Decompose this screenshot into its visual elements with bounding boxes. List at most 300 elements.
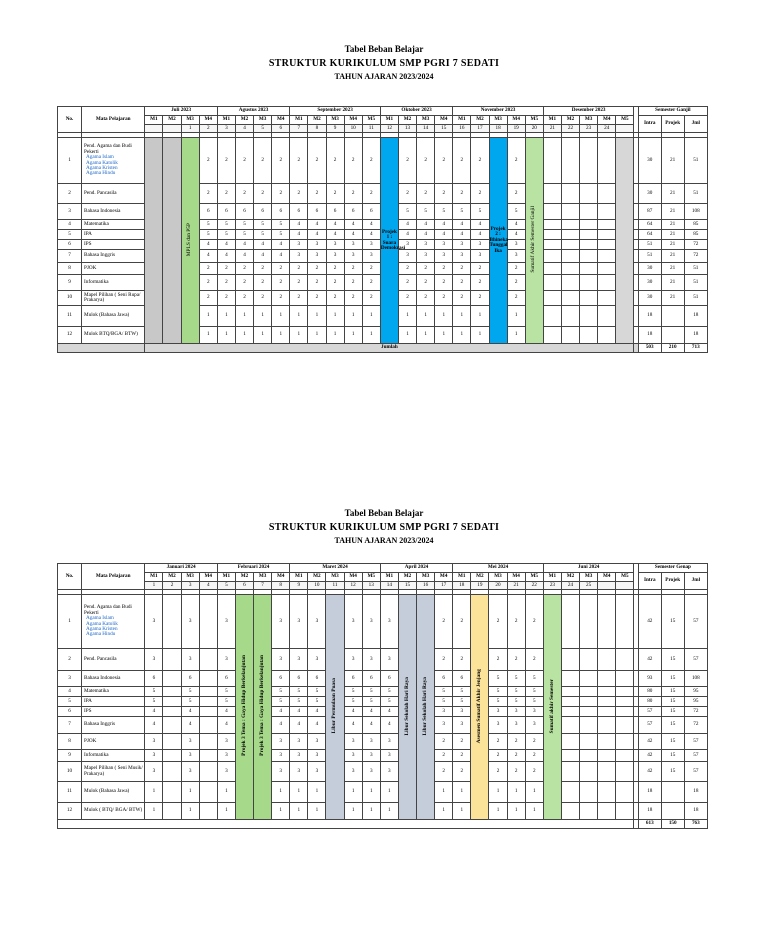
- week-value: 4: [290, 717, 308, 734]
- empty-week-cell: [616, 595, 634, 649]
- week-value: 1: [417, 327, 435, 344]
- week-value: 4: [308, 230, 326, 240]
- week-value: 3: [272, 595, 290, 649]
- total-row: [58, 820, 708, 829]
- libur_ramadan-band: [326, 595, 344, 820]
- week-value: 1: [362, 306, 380, 327]
- week-value: 2: [453, 184, 471, 204]
- projek-value: 21: [661, 263, 684, 275]
- intra-value: 51: [638, 250, 661, 263]
- week-value: 3: [308, 649, 326, 671]
- week-number: 4: [199, 582, 217, 590]
- week-label: M2: [235, 573, 253, 582]
- projek-value: 21: [661, 138, 684, 184]
- week-value: 4: [326, 230, 344, 240]
- week-value: 4: [290, 230, 308, 240]
- week-value: 3: [380, 734, 398, 750]
- week-value: 3: [507, 717, 525, 734]
- week-value: 3: [290, 595, 308, 649]
- week-value: 3: [398, 240, 416, 250]
- week-number: 19: [471, 582, 489, 590]
- week-value: 5: [380, 687, 398, 697]
- table-row: [58, 649, 708, 671]
- subject-name: [82, 230, 145, 240]
- sumatif-band: [543, 595, 561, 820]
- week-label: M3: [254, 573, 272, 582]
- empty-week-cell: [199, 762, 217, 782]
- subject-name-text: Bahasa Indonesia: [84, 207, 121, 214]
- week-number: 20: [525, 125, 543, 133]
- jml-value: 51: [684, 275, 707, 291]
- intra-value: 30: [638, 138, 661, 184]
- week-value: 1: [254, 327, 272, 344]
- week-value: 2: [254, 275, 272, 291]
- projek-value: [661, 803, 684, 820]
- week-value: 1: [199, 327, 217, 344]
- week-value: 3: [398, 250, 416, 263]
- empty-week-cell: [616, 671, 634, 687]
- subject-number: 7: [58, 717, 82, 734]
- projek-value: 15: [661, 649, 684, 671]
- week-value: 2: [417, 184, 435, 204]
- subject-name: [82, 275, 145, 291]
- empty-week-cell: [598, 649, 616, 671]
- month-header: Januari 2024: [145, 564, 217, 573]
- week-value: 4: [507, 220, 525, 230]
- week-value: 1: [362, 803, 380, 820]
- week-value: 2: [471, 138, 489, 184]
- week-value: 3: [362, 250, 380, 263]
- subject-name: [82, 782, 145, 803]
- week-value: 2: [489, 734, 507, 750]
- week-value: 1: [272, 803, 290, 820]
- week-label: M1: [380, 116, 398, 125]
- week-value: 2: [435, 734, 453, 750]
- intra-value: 57: [638, 707, 661, 717]
- week-label: M4: [435, 116, 453, 125]
- week-value: 6: [344, 671, 362, 687]
- subject-name-text: Bahasa Indonesia: [84, 674, 121, 681]
- week-value: 1: [525, 803, 543, 820]
- religion-option: Agama Islam: [86, 154, 114, 161]
- week-value: 2: [507, 734, 525, 750]
- week-number: 13: [362, 582, 380, 590]
- week-value: 4: [199, 250, 217, 263]
- week-number: 10: [344, 125, 362, 133]
- empty-week-cell: [616, 734, 634, 750]
- week-value: 5: [344, 687, 362, 697]
- week-label: M2: [235, 116, 253, 125]
- week-value: 3: [290, 240, 308, 250]
- week-number: 12: [344, 582, 362, 590]
- semester-header: Semester Genap: [638, 564, 707, 573]
- column-mapel-header: Mata Pelajaran: [82, 564, 145, 590]
- week-value: 2: [235, 184, 253, 204]
- intra-value: 18: [638, 327, 661, 344]
- empty-week-cell: [598, 240, 616, 250]
- libur_ramadan-band-label: Libur Permulaan Puasa: [331, 678, 338, 734]
- projek-value: 21: [661, 291, 684, 306]
- week-value: 4: [380, 707, 398, 717]
- column-no-header: No.: [58, 564, 82, 590]
- week-value: 2: [453, 291, 471, 306]
- week-label: M1: [217, 573, 235, 582]
- week-number: 9: [326, 125, 344, 133]
- table-row: [58, 595, 708, 649]
- subject-number: 7: [58, 250, 82, 263]
- week-value: 4: [362, 220, 380, 230]
- table-row: [58, 750, 708, 762]
- subject-name: [82, 750, 145, 762]
- subject-name-text: IPS: [84, 240, 92, 247]
- total-value: 210: [661, 344, 684, 353]
- week-value: 5: [507, 204, 525, 220]
- week-label: M4: [598, 116, 616, 125]
- week-value: 3: [453, 250, 471, 263]
- week-value: 2: [525, 750, 543, 762]
- week-value: 1: [435, 306, 453, 327]
- intra-value: 42: [638, 750, 661, 762]
- week-value: 2: [435, 184, 453, 204]
- week-number: 3: [217, 125, 235, 133]
- week-number-row: [58, 125, 708, 133]
- week-value: 1: [489, 803, 507, 820]
- week-value: 4: [254, 240, 272, 250]
- week-value: 1: [290, 782, 308, 803]
- week-value: 5: [235, 230, 253, 240]
- month-header-row: [58, 564, 708, 573]
- week-number: 10: [308, 582, 326, 590]
- week-value: 2: [489, 595, 507, 649]
- week-label: M3: [489, 116, 507, 125]
- intra-value: 42: [638, 734, 661, 750]
- week-number: 16: [417, 582, 435, 590]
- libur_hari_raya1-band-label: Libur Sekolah Hari Raya: [403, 676, 410, 735]
- week-value: 2: [254, 138, 272, 184]
- week-value: 3: [290, 750, 308, 762]
- empty-week-cell: [598, 595, 616, 649]
- week-header-row: [58, 116, 708, 125]
- empty-week-cell: [580, 184, 598, 204]
- week-value: 3: [181, 734, 199, 750]
- empty-week-cell: [543, 230, 561, 240]
- intra-value: 42: [638, 762, 661, 782]
- week-value: 1: [380, 803, 398, 820]
- week-number: 2: [163, 582, 181, 590]
- week-value: 6: [290, 204, 308, 220]
- jml-value: 18: [684, 327, 707, 344]
- month-header-row: [58, 107, 708, 116]
- week-number: 1: [181, 125, 199, 133]
- empty-week-cell: [561, 230, 579, 240]
- month-header: November 2023: [453, 107, 544, 116]
- jml-value: 95: [684, 687, 707, 697]
- week-value: 2: [507, 263, 525, 275]
- empty-week-cell: [561, 263, 579, 275]
- projek-value: 21: [661, 220, 684, 230]
- week-value: 2: [398, 184, 416, 204]
- empty-week-cell: [199, 707, 217, 717]
- week-label: M1: [290, 573, 308, 582]
- subject-name: [82, 263, 145, 275]
- week-value: 2: [217, 275, 235, 291]
- jml-value: 108: [684, 671, 707, 687]
- week-number: 24: [561, 582, 579, 590]
- subject-name-text: Pend. Pancasila: [84, 655, 117, 662]
- week-number: 22: [561, 125, 579, 133]
- week-value: 1: [398, 306, 416, 327]
- week-value: 3: [380, 750, 398, 762]
- week-value: 3: [380, 649, 398, 671]
- week-value: 1: [344, 306, 362, 327]
- month-header: Juni 2024: [543, 564, 634, 573]
- empty-week-cell: [580, 750, 598, 762]
- week-label: M2: [561, 116, 579, 125]
- week-value: 4: [435, 230, 453, 240]
- empty-week-cell: [561, 204, 579, 220]
- empty-week-cell: [580, 138, 598, 184]
- projek-value: 15: [661, 697, 684, 707]
- week-value: 2: [398, 138, 416, 184]
- week-value: 3: [344, 250, 362, 263]
- projek-value: [661, 782, 684, 803]
- sheet1-year: TAHUN AJARAN 2023/2024: [334, 71, 434, 81]
- week-number: 20: [489, 582, 507, 590]
- week-value: 3: [308, 595, 326, 649]
- asesmen-band-label: Asesmen Sumatif Akhir Jenjang: [476, 668, 483, 743]
- subject-name-text: IPA: [84, 697, 92, 704]
- week-value: 1: [344, 327, 362, 344]
- projek-value: 15: [661, 750, 684, 762]
- subject-name: [82, 649, 145, 671]
- week-value: 2: [453, 762, 471, 782]
- week-value: 2: [199, 263, 217, 275]
- empty-week-cell: [163, 717, 181, 734]
- intra-value: 18: [638, 306, 661, 327]
- empty-week-cell: [598, 220, 616, 230]
- week-value: 3: [217, 649, 235, 671]
- semester-column-header: Jml: [684, 116, 707, 133]
- week-value: 5: [308, 697, 326, 707]
- week-value: 6: [290, 671, 308, 687]
- week-value: 2: [217, 184, 235, 204]
- intra-value: 30: [638, 263, 661, 275]
- week-value: 6: [326, 204, 344, 220]
- empty-week-cell: [580, 306, 598, 327]
- jml-value: 51: [684, 184, 707, 204]
- empty-week-cell: [561, 762, 579, 782]
- week-value: 1: [507, 782, 525, 803]
- month-header: Maret 2024: [290, 564, 381, 573]
- empty-week-cell: [561, 595, 579, 649]
- week-value: 1: [308, 327, 326, 344]
- week-value: 4: [217, 717, 235, 734]
- week-value: 2: [199, 275, 217, 291]
- week-label: M2: [308, 116, 326, 125]
- week-value: 2: [344, 184, 362, 204]
- empty-week-cell: [543, 275, 561, 291]
- month-header: Februari 2024: [217, 564, 289, 573]
- month-header: Mei 2024: [453, 564, 544, 573]
- week-value: 4: [181, 707, 199, 717]
- week-value: 2: [254, 263, 272, 275]
- week-value: 1: [398, 327, 416, 344]
- week-value: 2: [362, 138, 380, 184]
- empty-week-cell: [598, 687, 616, 697]
- intra-value: 87: [638, 204, 661, 220]
- week-label: M3: [181, 116, 199, 125]
- week-value: 5: [181, 697, 199, 707]
- week-value: 3: [362, 595, 380, 649]
- week-value: 2: [453, 734, 471, 750]
- week-value: 3: [290, 734, 308, 750]
- week-value: 3: [181, 762, 199, 782]
- week-value: 3: [417, 250, 435, 263]
- month-header: Agustus 2023: [217, 107, 289, 116]
- week-label: M2: [471, 573, 489, 582]
- week-number: 23: [580, 125, 598, 133]
- subject-name: [82, 734, 145, 750]
- empty-week-cell: [199, 803, 217, 820]
- jml-value: 57: [684, 750, 707, 762]
- week-value: 4: [308, 220, 326, 230]
- week-value: 2: [435, 138, 453, 184]
- subject-name: [82, 240, 145, 250]
- empty-week-cell: [561, 803, 579, 820]
- week-value: 1: [453, 306, 471, 327]
- week-number: 25: [580, 582, 598, 590]
- intra-value: 30: [638, 184, 661, 204]
- subject-name: [82, 671, 145, 687]
- week-value: 1: [235, 327, 253, 344]
- empty-week-cell: [561, 734, 579, 750]
- week-value: 6: [272, 204, 290, 220]
- week-value: 5: [217, 230, 235, 240]
- week-value: 2: [308, 138, 326, 184]
- subject-name: [82, 717, 145, 734]
- week-value: 4: [344, 707, 362, 717]
- subject-number: 9: [58, 275, 82, 291]
- week-value: 5: [217, 220, 235, 230]
- week-value: 2: [272, 184, 290, 204]
- week-value: 3: [453, 717, 471, 734]
- empty-week-cell: [163, 762, 181, 782]
- empty-week-cell: [598, 275, 616, 291]
- empty-week-cell: [598, 762, 616, 782]
- week-number: 3: [181, 582, 199, 590]
- week-value: 4: [272, 240, 290, 250]
- week-value: 3: [145, 762, 163, 782]
- subject-number: 11: [58, 306, 82, 327]
- week-value: 4: [217, 250, 235, 263]
- week-value: 5: [362, 687, 380, 697]
- empty-week-cell: [580, 263, 598, 275]
- empty-week-cell: [580, 291, 598, 306]
- week-value: 1: [435, 782, 453, 803]
- week-value: 2: [272, 263, 290, 275]
- week-value: 4: [344, 220, 362, 230]
- week-value: 2: [435, 649, 453, 671]
- empty-week-cell: [580, 204, 598, 220]
- subject-number: 5: [58, 697, 82, 707]
- week-value: 3: [290, 762, 308, 782]
- week-value: 2: [272, 291, 290, 306]
- jml-value: 18: [684, 803, 707, 820]
- week-label: M4: [344, 116, 362, 125]
- week-value: 2: [235, 291, 253, 306]
- week-number: 21: [543, 125, 561, 133]
- week-label: M1: [453, 116, 471, 125]
- week-value: 2: [417, 291, 435, 306]
- week-number: 9: [290, 582, 308, 590]
- week-label: M2: [308, 573, 326, 582]
- week-value: 2: [435, 263, 453, 275]
- asesmen-band: [471, 595, 489, 820]
- week-value: 4: [417, 220, 435, 230]
- subject-name-text: Mapel Pilihan ( Seni Rupa/ Prakarya): [84, 291, 141, 303]
- week-value: 3: [181, 595, 199, 649]
- subject-number: 10: [58, 762, 82, 782]
- intra-value: 42: [638, 649, 661, 671]
- empty-week-cell: [163, 750, 181, 762]
- subject-number: 8: [58, 263, 82, 275]
- week-value: 2: [344, 275, 362, 291]
- column-mapel-header: Mata Pelajaran: [82, 107, 145, 133]
- month-header: Juli 2023: [145, 107, 218, 116]
- projek-value: 21: [661, 250, 684, 263]
- week-value: 3: [489, 717, 507, 734]
- subject-name: [82, 184, 145, 204]
- empty-week-cell: [163, 707, 181, 717]
- week-value: 3: [435, 240, 453, 250]
- week-value: 2: [398, 291, 416, 306]
- subject-number: 4: [58, 220, 82, 230]
- empty-week-cell: [580, 327, 598, 344]
- week-value: 1: [308, 803, 326, 820]
- week-value: 5: [417, 204, 435, 220]
- week-number: 18: [453, 582, 471, 590]
- subject-number: 2: [58, 184, 82, 204]
- total-label: Jumlah: [145, 344, 634, 353]
- jml-value: 85: [684, 230, 707, 240]
- table-row: [58, 138, 708, 184]
- empty-week-cell: [598, 717, 616, 734]
- sheet1-title: Tabel Beban Belajar: [344, 44, 424, 54]
- week-label: M2: [163, 573, 181, 582]
- projek3a-band: [235, 595, 253, 820]
- week-label: M1: [145, 573, 163, 582]
- week-value: 5: [145, 697, 163, 707]
- empty-week-cell: [580, 803, 598, 820]
- week-label: M4: [199, 573, 217, 582]
- jml-value: 108: [684, 204, 707, 220]
- week-value: 1: [181, 782, 199, 803]
- week-value: 6: [199, 204, 217, 220]
- week-value: 3: [290, 649, 308, 671]
- week-value: 1: [380, 782, 398, 803]
- week-header-row: [58, 573, 708, 582]
- subject-name: [82, 803, 145, 820]
- table-row: [58, 762, 708, 782]
- week-value: 2: [507, 762, 525, 782]
- empty-week-cell: [543, 291, 561, 306]
- empty-week-cell: [163, 595, 181, 649]
- week-value: 3: [362, 750, 380, 762]
- week-label: M4: [435, 573, 453, 582]
- week-value: 5: [489, 697, 507, 707]
- jml-value: 51: [684, 291, 707, 306]
- empty-week-cell: [580, 649, 598, 671]
